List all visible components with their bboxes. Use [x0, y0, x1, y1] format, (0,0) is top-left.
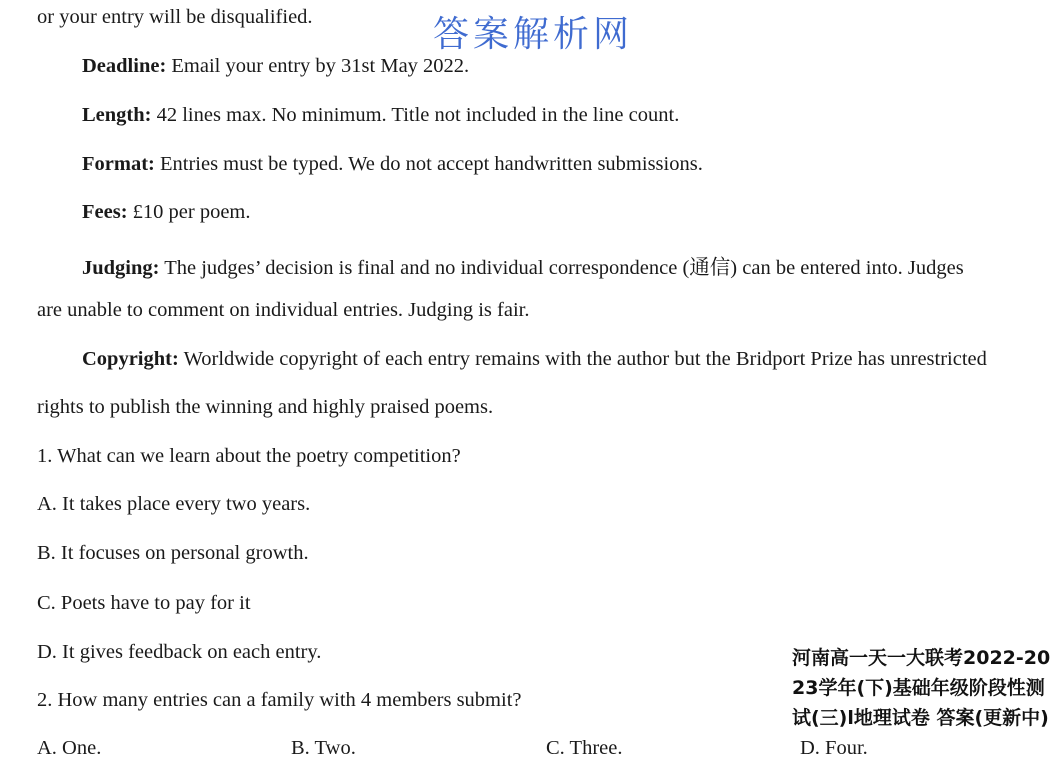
copyright-label: Copyright: — [82, 348, 179, 370]
intro-line: or your entry will be disqualified. — [37, 6, 313, 28]
question-1: 1. What can we learn about the poetry competition? — [37, 445, 461, 467]
fees-paragraph — [82, 201, 251, 224]
copyright-text: Worldwide copyright of each entry remains with the author but the Bridport Prize has unrestricted — [178, 348, 987, 370]
question-1-option-d: D. It gives feedback on each entry. — [37, 641, 322, 663]
deadline-label: Deadline: — [82, 55, 167, 77]
watermark: 答案解析网 — [433, 14, 634, 55]
question-2: 2. How many entries can a family with 4 members submit? — [37, 689, 522, 711]
question-1-option-b: B. It focuses on personal growth. — [37, 542, 309, 564]
judging-paragraph — [82, 250, 964, 280]
fees-label: Fees: — [82, 201, 128, 223]
question-1-option-a: A. It takes place every two years. — [37, 493, 311, 515]
format-label: Format: — [82, 153, 155, 175]
copyright-continuation: rights to publish the winning and highly praised poems. — [37, 396, 494, 418]
length-label: Length: — [82, 104, 152, 126]
question-2-option-a: A. One. — [37, 737, 102, 759]
judging-label: Judging: — [82, 257, 160, 279]
judging-continuation: are unable to comment on individual entries. Judging is fair. — [37, 299, 530, 321]
length-text: 42 lines max. No minimum. Title not included in the line count. — [151, 104, 680, 126]
format-paragraph — [82, 153, 703, 176]
format-text: Entries must be typed. We do not accept handwritten submissions. — [154, 153, 703, 175]
deadline-paragraph — [82, 55, 469, 78]
overlay-title: 河南高一天一大联考2022-2023学年(下)基础年级阶段性测试(三)l地理试卷 答案(更新中) — [792, 647, 1051, 729]
judging-text: The judges’ decision is final and no individual correspondence (通信) can be entered into. Judges — [159, 257, 964, 279]
deadline-text: Email your entry by 31st May 2022. — [166, 55, 470, 77]
question-2-option-b: B. Two. — [291, 737, 356, 759]
question-2-option-d: D. Four. — [800, 737, 868, 759]
length-paragraph — [82, 104, 679, 127]
question-1-option-c: C. Poets have to pay for it — [37, 592, 251, 614]
question-2-option-c: C. Three. — [546, 737, 623, 759]
copyright-paragraph — [82, 348, 987, 371]
fees-text: £10 per poem. — [127, 201, 251, 223]
